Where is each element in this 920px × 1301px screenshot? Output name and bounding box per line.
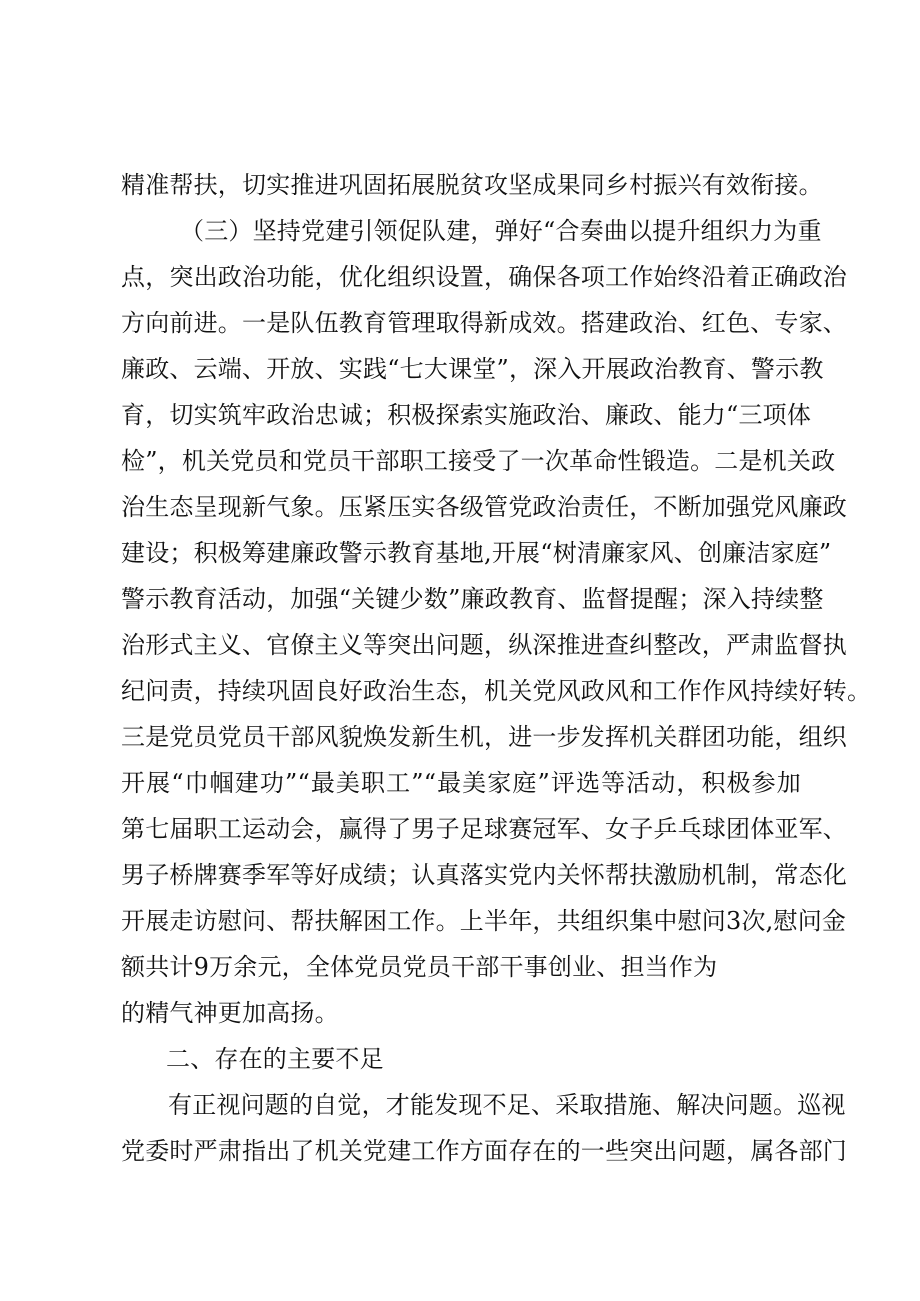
section-heading: 二、存在的主要不足 — [166, 1045, 384, 1073]
paragraph-line-19: 的精气神更加高扬。 — [121, 999, 339, 1027]
paragraph-line-15: 第七届职工运动会，赢得了男子足球赛冠军、女子乒乓球团体亚军、 — [121, 815, 847, 843]
paragraph-line-16: 男子桥牌赛季军等好成绩；认真落实党内关怀帮扶激励机制，常态化 — [121, 861, 847, 889]
paragraph-line-9: 建设；积极筹建廉政警示教育基地,开展“树清廉家风、创廉洁家庭” — [121, 539, 832, 567]
paragraph-line-5: 廉政、云端、开放、实践“七大课堂”，深入开展政治教育、警示教 — [121, 355, 824, 383]
paragraph-line-17: 开展走访慰问、帮扶解困工作。上半年，共组织集中慰问3次,慰问金 — [121, 907, 847, 935]
paragraph-line-10: 警示教育活动，加强“关键少数”廉政教育、监督提醒；深入持续整 — [121, 585, 824, 613]
paragraph-line-13: 三是党员党员干部风貌焕发新生机，进一步发挥机关群团功能，组织 — [121, 723, 847, 751]
paragraph-line-14: 开展“巾帼建功”“最美职工”“最美家庭”评选等活动，积极参加 — [121, 769, 801, 797]
paragraph-line-18: 额共计9万余元，全体党员党员干部干事创业、担当作为 — [121, 953, 718, 981]
paragraph-line-7: 检”，机关党员和党员干部职工接受了一次革命性锻造。二是机关政 — [121, 447, 836, 475]
paragraph-line-11: 治形式主义、官僚主义等突出问题，纵深推进查纠整改，严肃监督执 — [121, 631, 847, 659]
paragraph-line-3: 点，突出政治功能，优化组织设置，确保各项工作始终沿着正确政治 — [121, 263, 847, 291]
paragraph-line-2: （三）坚持党建引领促队建，弹好“合奏曲以提升组织力为重 — [180, 217, 822, 245]
paragraph-line-1: 精准帮扶，切实推进巩固拓展脱贫攻坚成果同乡村振兴有效衔接。 — [121, 171, 823, 199]
paragraph-line-8: 治生态呈现新气象。压紧压实各级管党政治责任，不断加强党风廉政 — [121, 493, 847, 521]
paragraph-line-21: 有正视问题的自觉，才能发现不足、采取措施、解决问题。巡视 — [168, 1091, 846, 1119]
paragraph-line-12: 纪问责，持续巩固良好政治生态，机关党风政风和工作作风持续好转。 — [121, 677, 872, 705]
paragraph-line-6: 育，切实筑牢政治忠诚；积极探索实施政治、廉政、能力“三项体 — [121, 401, 812, 429]
paragraph-line-4: 方向前进。一是队伍教育管理取得新成效。搭建政治、红色、专家、 — [121, 309, 847, 337]
paragraph-line-22: 党委时严肃指出了机关党建工作方面存在的一些突出问题，属各部门 — [121, 1137, 847, 1165]
